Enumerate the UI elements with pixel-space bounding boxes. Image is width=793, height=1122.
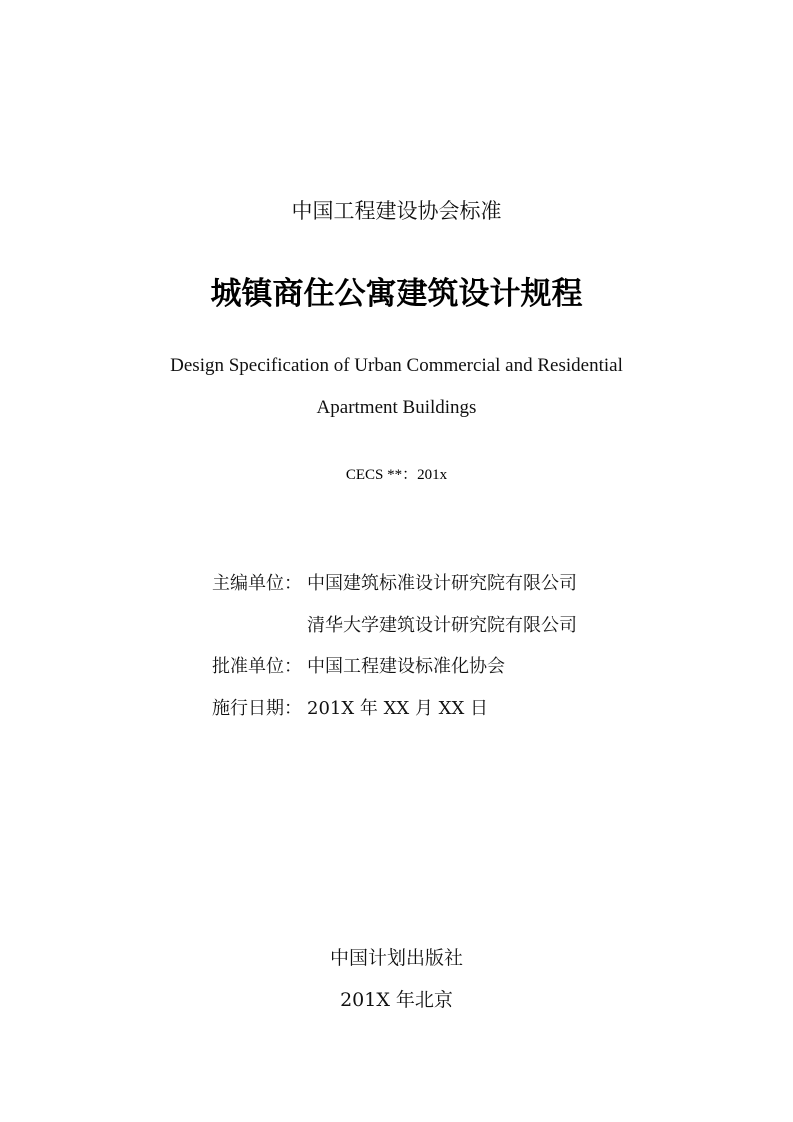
editor-row-2 [307,613,577,639]
editor-label: 主编单位： [212,573,302,594]
publisher-name: 中国计划出版社 [329,947,463,969]
editor-row [212,571,577,597]
approver-row [212,654,505,680]
effective-date-row [212,696,488,722]
standard-code: CECS **：201x [345,467,448,483]
approver-value: 中国工程建设标准化协会 [307,656,505,677]
issuer-line: 中国工程建设协会标准 [291,199,502,223]
effective-date-label: 施行日期： [212,698,302,719]
editor-value-1: 中国建筑标准设计研究院有限公司 [307,573,577,594]
approver-label: 批准单位： [212,656,302,677]
document-title: 城镇商住公寓建筑设计规程 [210,276,583,312]
editor-value-2: 清华大学建筑设计研究院有限公司 [307,615,577,636]
english-title-line-2: Apartment Buildings [316,397,477,418]
publication-year-place: 201X 年北京 [340,989,453,1011]
effective-date-value: 201X 年 XX 月 XX 日 [307,698,489,719]
english-title-line-1: Design Specification of Urban Commercial and Residential [170,355,623,376]
